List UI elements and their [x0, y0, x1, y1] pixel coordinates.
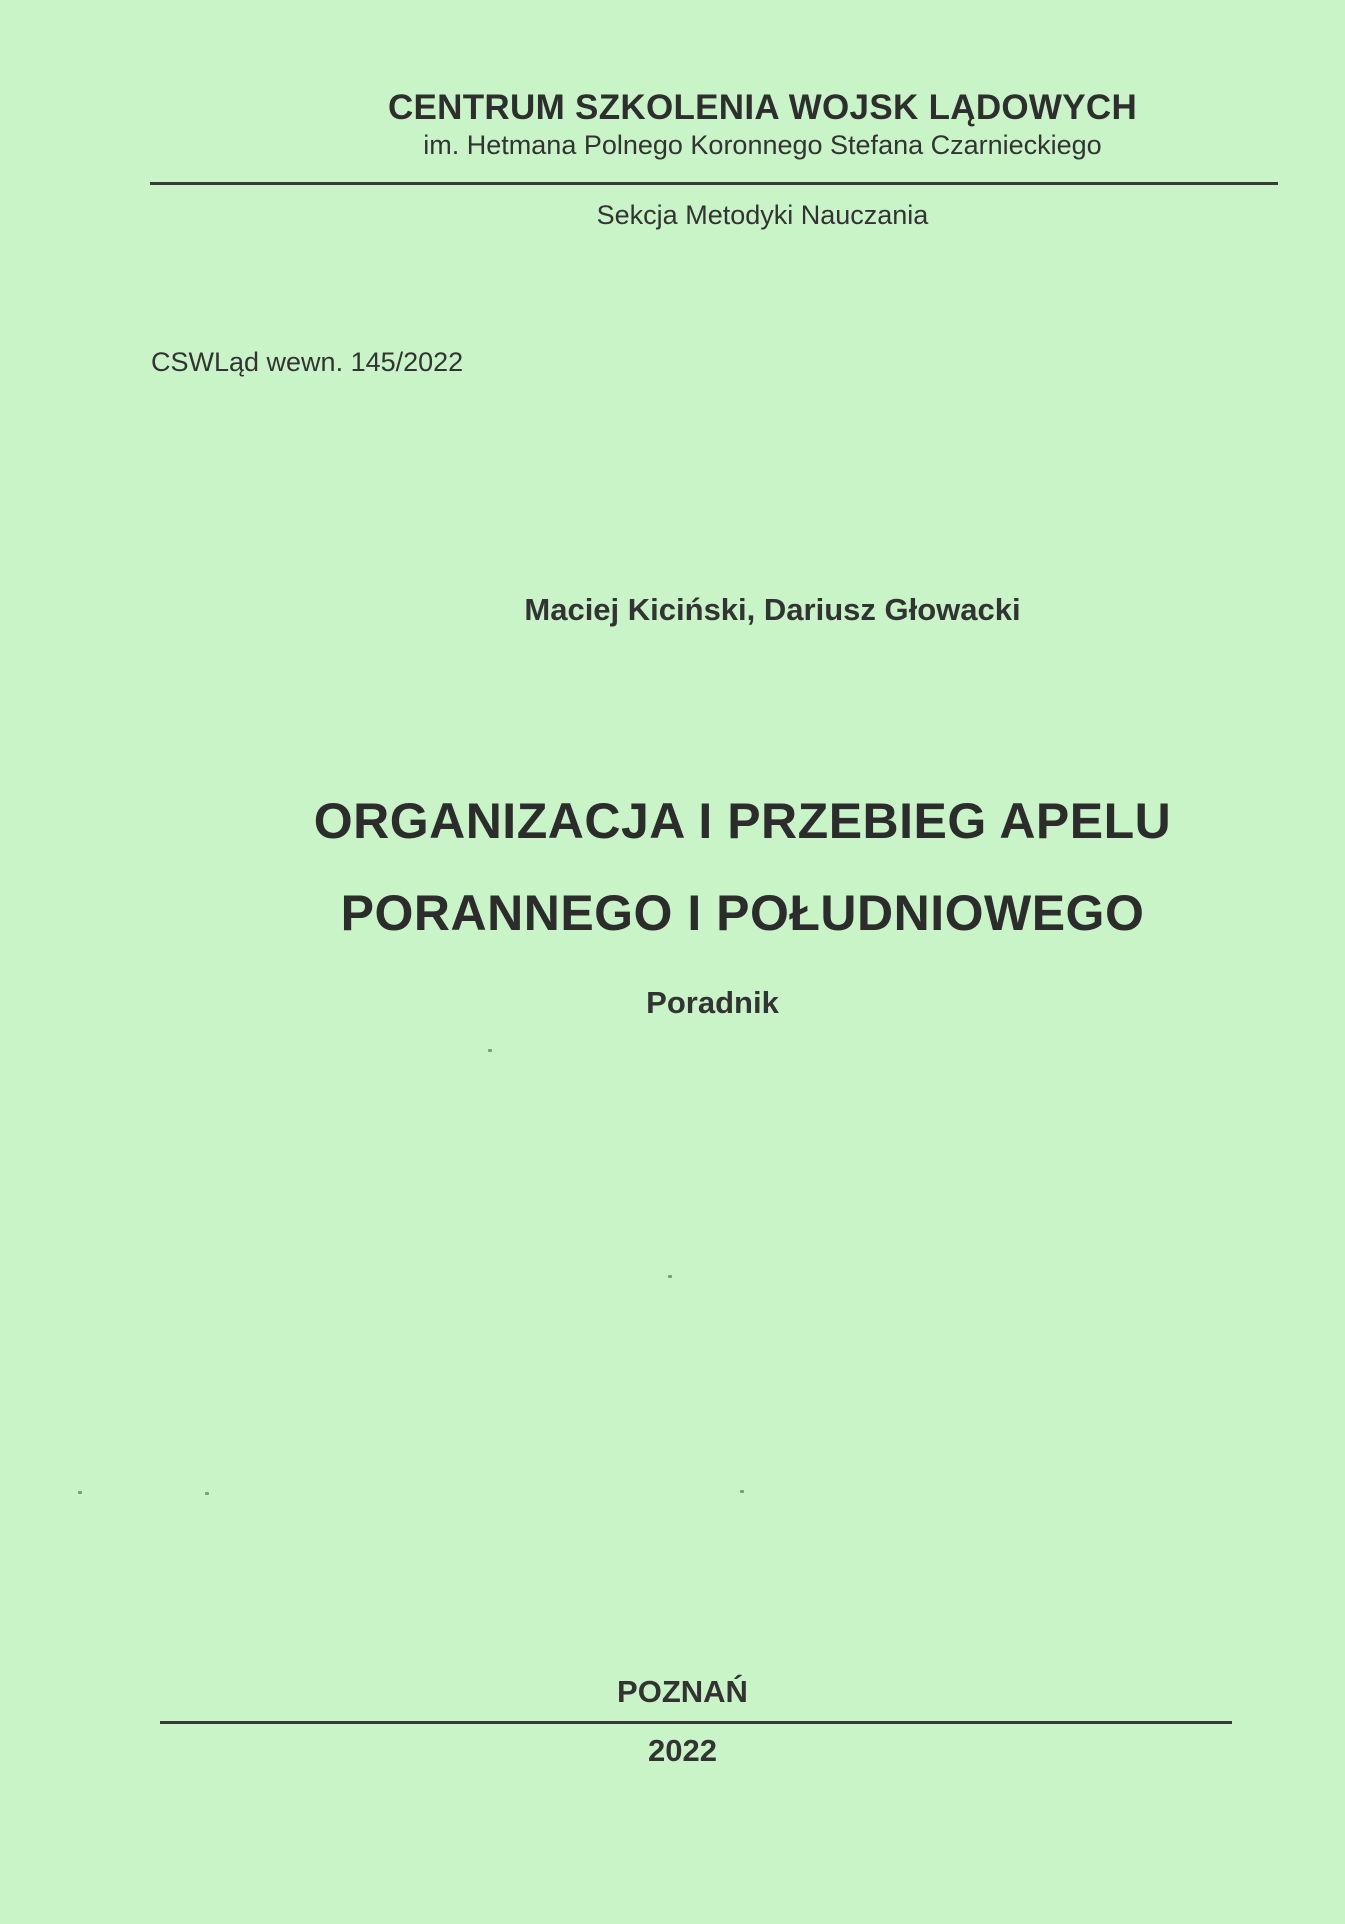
paper-speck	[740, 1490, 744, 1493]
footer-divider	[160, 1721, 1232, 1724]
document-number: CSWLąd wewn. 145/2022	[151, 347, 464, 377]
paper-speck	[488, 1049, 492, 1052]
paper-speck	[205, 1492, 209, 1495]
paper-speck	[78, 1491, 82, 1494]
paper-speck	[668, 1275, 672, 1278]
institution-name: CENTRUM SZKOLENIA WOJSK LĄDOWYCH	[387, 88, 1138, 127]
institution-patron: im. Hetmana Polnego Koronnego Stefana Czarnieckiego	[423, 130, 1102, 160]
header-divider	[150, 182, 1278, 185]
section-name: Sekcja Metodyki Nauczania	[596, 200, 929, 230]
document-title-line-2: PORANNEGO I POŁUDNIOWEGO	[340, 885, 1145, 941]
publication-city: POZNAŃ	[617, 1674, 748, 1709]
publication-year: 2022	[648, 1733, 717, 1768]
authors: Maciej Kiciński, Dariusz Głowacki	[524, 592, 1021, 627]
document-title-line-1: ORGANIZACJA I PRZEBIEG APELU	[313, 793, 1172, 849]
document-genre: Poradnik	[646, 985, 779, 1020]
